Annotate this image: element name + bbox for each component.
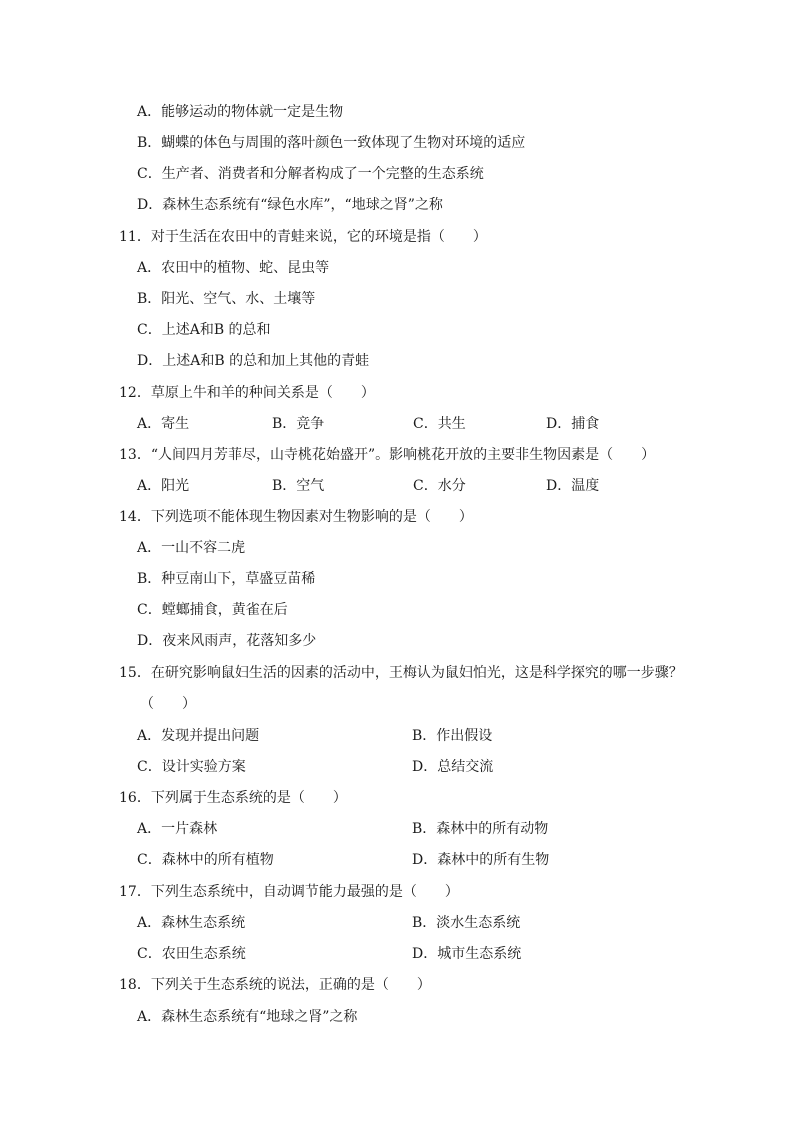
q16-option-c: C．森林中的所有植物 bbox=[137, 852, 274, 868]
q13-option-c: C．水分 bbox=[413, 478, 466, 494]
q14-option-d: D．夜来风雨声，花落知多少 bbox=[137, 633, 317, 649]
q10-option-b: B．蝴蝶的体色与周围的落叶颜色一致体现了生物对环境的适应 bbox=[137, 135, 526, 151]
q17-option-b: B．淡水生态系统 bbox=[412, 915, 521, 931]
q15-stem-bracket: （ ） bbox=[140, 696, 196, 712]
q17-option-c: C．农田生态系统 bbox=[137, 946, 246, 962]
q16-option-a: A．一片森林 bbox=[137, 821, 218, 837]
q14-stem: 14．下列选项不能体现生物因素对生物影响的是（ ） bbox=[119, 509, 473, 525]
q17-stem: 17．下列生态系统中，自动调节能力最强的是（ ） bbox=[119, 884, 459, 900]
q14-option-c: C．螳螂捕食，黄雀在后 bbox=[137, 602, 288, 618]
q10-option-a: A．能够运动的物体就一定是生物 bbox=[137, 104, 344, 120]
q16-option-b: B．森林中的所有动物 bbox=[412, 821, 549, 837]
q10-option-d: D．森林生态系统有“绿色水库”，“地球之肾”之称 bbox=[137, 197, 443, 213]
q15-option-a: A．发现并提出问题 bbox=[137, 728, 260, 744]
q15-option-d: D．总结交流 bbox=[412, 759, 494, 775]
q12-option-a: A．寄生 bbox=[137, 416, 190, 432]
q16-option-d: D．森林中的所有生物 bbox=[412, 852, 550, 868]
q14-option-a: A．一山不容二虎 bbox=[137, 540, 246, 556]
q18-stem: 18．下列关于生态系统的说法，正确的是（ ） bbox=[119, 977, 431, 993]
q17-option-d: D．城市生态系统 bbox=[412, 946, 522, 962]
q15-stem: 15．在研究影响鼠妇生活的因素的活动中，王梅认为鼠妇怕光，这是科学探究的哪一步骤？ bbox=[119, 665, 683, 681]
q12-option-b: B．竞争 bbox=[272, 416, 325, 432]
q12-option-d: D．捕食 bbox=[546, 416, 600, 432]
q11-option-a: A．农田中的植物、蛇、昆虫等 bbox=[137, 260, 330, 276]
q16-stem: 16．下列属于生态系统的是（ ） bbox=[119, 790, 347, 806]
q14-option-b: B．种豆南山下，草盛豆苗稀 bbox=[137, 571, 316, 587]
q11-stem: 11．对于生活在农田中的青蛙来说，它的环境是指（ ） bbox=[119, 229, 487, 245]
q11-option-c: C．上述A和B 的总和 bbox=[137, 322, 271, 338]
q12-option-c: C．共生 bbox=[413, 416, 466, 432]
q13-stem: 13．“人间四月芳菲尽，山寺桃花始盛开”。影响桃花开放的主要非生物因素是（ ） bbox=[119, 447, 656, 463]
q11-option-d: D．上述A和B 的总和加上其他的青蛙 bbox=[137, 353, 370, 369]
q17-option-a: A．森林生态系统 bbox=[137, 915, 246, 931]
q13-option-d: D．温度 bbox=[546, 478, 600, 494]
q10-option-c: C．生产者、消费者和分解者构成了一个完整的生态系统 bbox=[137, 166, 484, 182]
q15-option-c: C．设计实验方案 bbox=[137, 759, 246, 775]
q13-option-a: A．阳光 bbox=[137, 478, 190, 494]
q11-option-b: B．阳光、空气、水、土壤等 bbox=[137, 291, 316, 307]
q13-option-b: B．空气 bbox=[272, 478, 325, 494]
q15-option-b: B．作出假设 bbox=[412, 728, 493, 744]
q18-option-a: A．森林生态系统有“地球之肾”之称 bbox=[137, 1009, 358, 1025]
q12-stem: 12．草原上牛和羊的种间关系是（ ） bbox=[119, 385, 375, 401]
